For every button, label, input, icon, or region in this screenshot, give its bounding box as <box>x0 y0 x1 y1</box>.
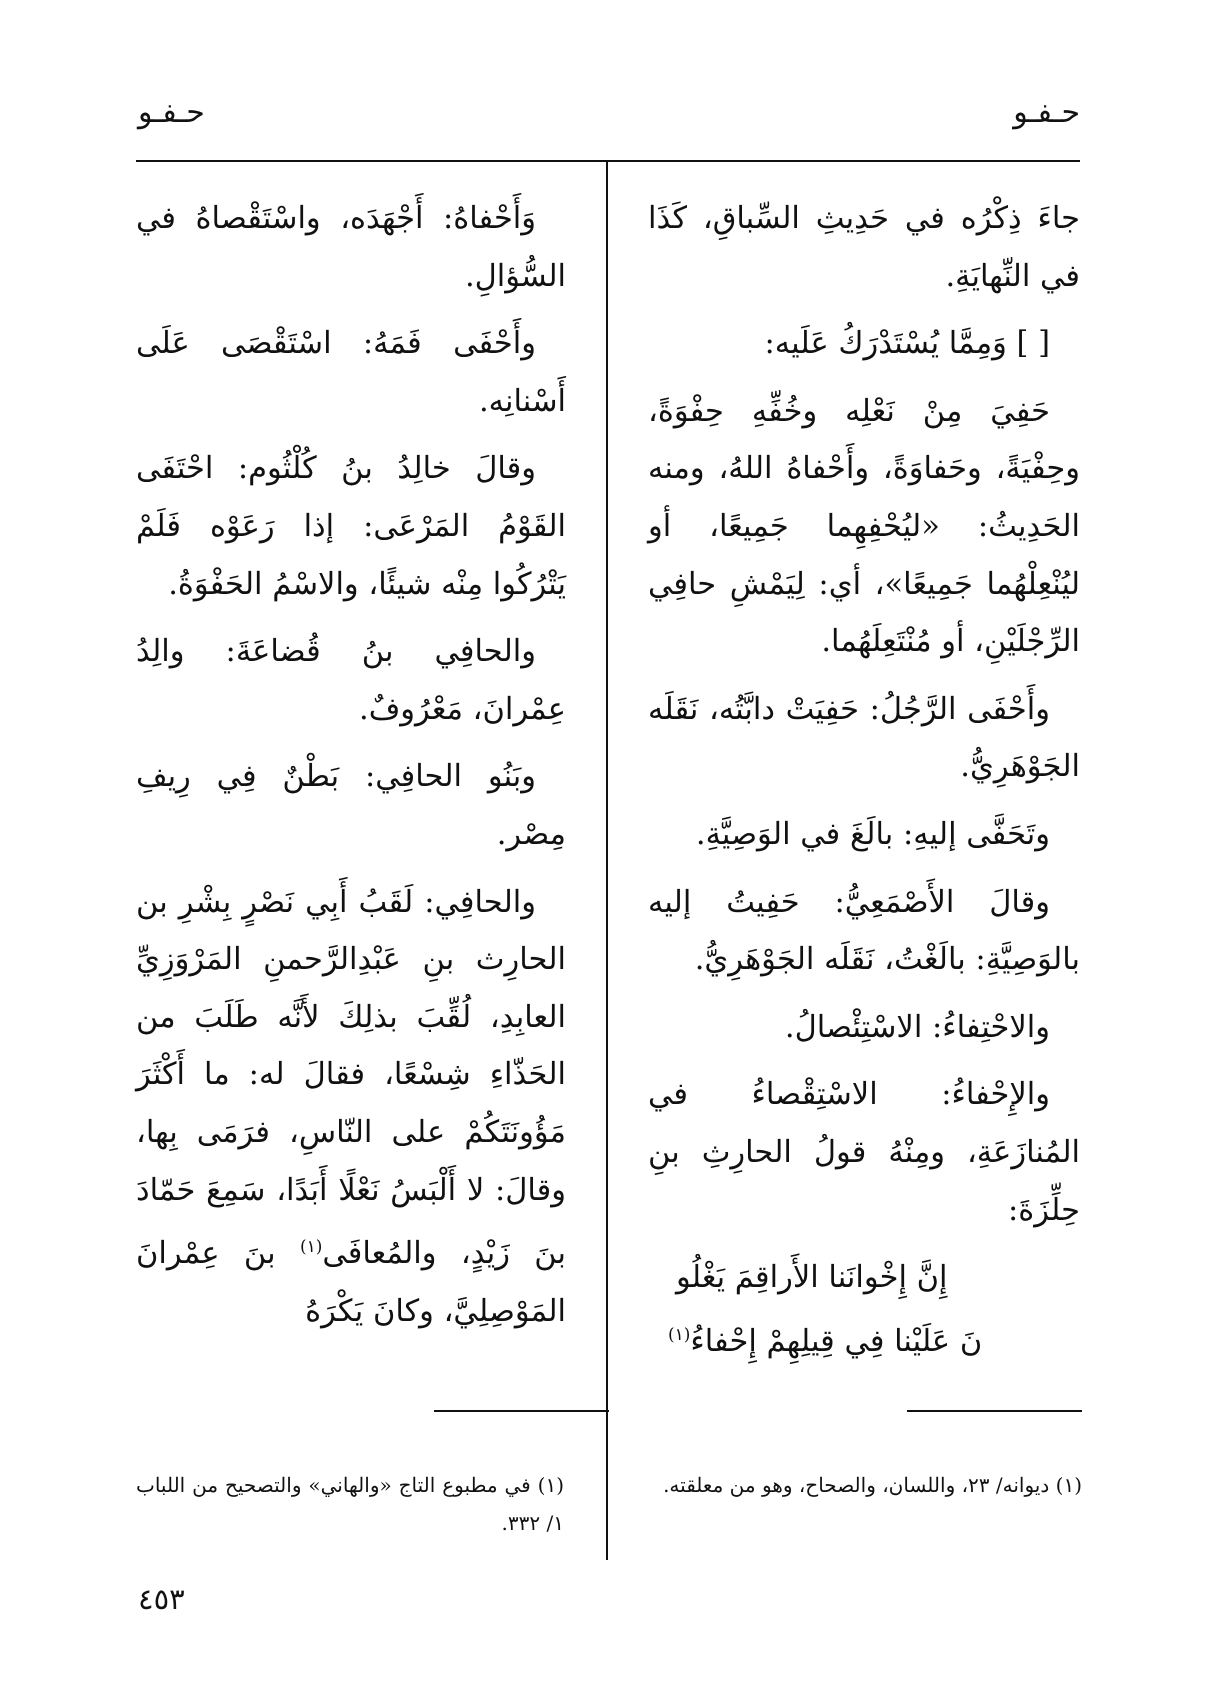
footnote-marker: (١) <box>668 1324 691 1345</box>
footnote-left: (١) في مطبوع التاج «والهاني» والتصحيح من اللباب ١/ ٣٣٢. <box>136 1473 564 1535</box>
paragraph <box>136 874 566 1341</box>
running-head-right: حـفـو <box>1013 95 1080 130</box>
paragraph: وأَحْفَى الرَّجُلُ: حَفِيَتْ دابَّتُه، نَقَلَه الجَوْهَرِيُّ. <box>648 691 1080 785</box>
section-heading: [ ] وَمِمَّا يُسْتَدْرَكُ عَلَيه: <box>764 326 1050 362</box>
paragraph: والإِحْفاءُ: الاسْتِقْصاءُ في المُنازَعَةِ، ومِنْهُ قولُ الحارِثِ بنِ حِلِّزَةَ: <box>648 1077 1080 1228</box>
paragraph: وقالَ خالِدُ بنُ كُلْثُوم: احْتَفَى القَوْمُ المَرْعَى: إذا رَعَوْه فَلَمْ يَتْرُكُوا مِنْه شيئًا، والاسْمُ الحَفْوَةُ. <box>136 451 566 602</box>
header-rule <box>136 160 1080 162</box>
paragraph-text: بنَ عِمْرانَ المَوْصِلِيَّ، وكانَ يَكْرَهُ <box>136 1236 566 1329</box>
footnote-rule <box>434 1410 609 1412</box>
paragraph: حَفِيَ مِنْ نَعْلِه وخُفِّهِ حِفْوَةً، وحِفْيَةً، وحَفاوَةً، وأَحْفاهُ اللهُ، ومنه الحَدِيثُ: «ليُحْفِهِما جَمِيعًا، أو ليُنْعِلْهُما جَمِيعًا»، أي: لِيَمْشِ حافِي الرِّجْلَيْنِ، أو مُنْتَعِلَهُما. <box>648 393 1080 660</box>
poem-verse <box>648 1249 1080 1370</box>
paragraph: وقالَ الأَصْمَعِيُّ: حَفِيتُ إليه بالوَصِيَّةِ: بالَغْتُ، نَقَلَه الجَوْهَرِيُّ. <box>648 884 1080 978</box>
column-divider <box>606 162 608 1560</box>
verse-hemistich-1: إِنَّ إِخْوانَنا الأَراقِمَ يَغْلُو <box>676 1260 948 1296</box>
footnote-marker: (١) <box>299 1237 323 1258</box>
right-column <box>648 190 1080 1370</box>
left-column <box>136 190 566 1350</box>
paragraph-text: والحافِي: لَقَبُ أَبِي نَصْرٍ بِشْرِ بن الحارِث بنِ عَبْدِالرَّحمنِ المَرْوَزِيِّ العابِدِ، لُقِّبَ بذلِكَ لأَنَّه طَلَبَ من الحَذّاءِ شِسْعًا، فقالَ له: ما أَكْثَرَ مَؤُونَتَكُمْ على النّاسِ، فرَمَى بِها، وقالَ: لا أَلْبَسُ نَعْلًا أَبَدًا، سَمِعَ حَمّادَ بنَ زَيْدٍ، والمُعافَى <box>136 884 566 1272</box>
paragraph: وأَحْفَى فَمَهُ: اسْتَقْصَى عَلَى أَسْنانِه. <box>136 326 566 419</box>
paragraph: والاحْتِفاءُ: الاسْتِئْصالُ. <box>784 1009 1050 1045</box>
paragraph: وبَنُو الحافِي: بَطْنٌ فِي رِيفِ مِصْر. <box>136 759 566 852</box>
paragraph: وَأَحْفاهُ: أَجْهَدَه، واسْتَقْصاهُ في السُّؤالِ. <box>136 201 566 294</box>
page-number: ٤٥٣ <box>138 1582 185 1616</box>
paragraph: وتَحَفَّى إليهِ: بالَغَ في الوَصِيَّةِ. <box>695 816 1050 852</box>
footnote-rule <box>907 1410 1082 1412</box>
running-head-left: حـفـو <box>138 95 205 130</box>
paragraph: جاءَ ذِكْرُه في حَدِيثِ السِّباقِ، كَذَا في النِّهايَةِ. <box>648 201 1080 294</box>
paragraph: والحافِي بنُ قُضاعَةَ: والِدُ عِمْرانَ، مَعْرُوفٌ. <box>136 634 566 727</box>
footnote-right: (١) ديوانه/ ٢٣، واللسان، والصحاح، وهو من معلقته. <box>663 1473 1082 1497</box>
verse-text: نَ عَلَيْنا فِي قِيلِهِمْ إِحْفاءُ <box>690 1323 983 1359</box>
verse-hemistich-2 <box>648 1307 1080 1371</box>
